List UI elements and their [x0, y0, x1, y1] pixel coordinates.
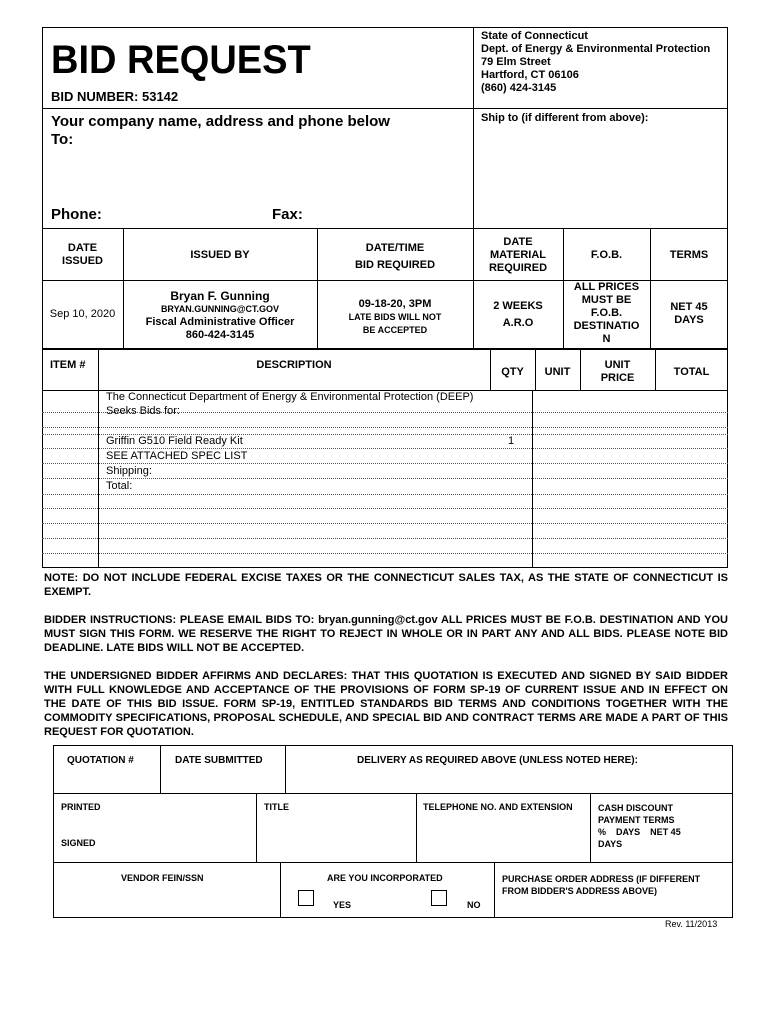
revision-note: Rev. 11/2013 — [665, 919, 718, 929]
item-line: SEE ATTACHED SPEC LIST — [106, 450, 248, 462]
fob-value: ALL PRICES MUST BE F.O.B. DESTINATIO N — [573, 281, 640, 345]
page-title: BID REQUEST — [51, 38, 311, 82]
header-date-issued: DATE ISSUED — [62, 242, 103, 267]
header-description: DESCRIPTION — [256, 359, 332, 371]
header-total: TOTAL — [673, 366, 710, 378]
terms-value: NET 45 DAYS — [670, 301, 708, 326]
phone-label: Phone: — [51, 206, 102, 223]
incorporated-label: ARE YOU INCORPORATED — [327, 873, 443, 883]
item-line: Shipping: — [106, 465, 152, 477]
header-item-number: ITEM # — [50, 359, 86, 371]
bid-required-value: 09-18-20, 3PM LATE BIDS WILL NOT BE ACCEPTED — [348, 298, 442, 335]
header-fob: F.O.B. — [590, 249, 623, 261]
no-label: NO — [467, 900, 481, 910]
item-line: Griffin G510 Field Ready Kit — [106, 435, 243, 447]
item-line: Total: — [106, 480, 133, 492]
header-unit: UNIT — [544, 366, 571, 378]
to-label: To: — [51, 131, 74, 148]
title-label: TITLE — [264, 802, 289, 812]
header-date-time: DATE/TIME BID REQUIRED — [354, 242, 436, 271]
company-prompt: Your company name, address and phone below — [51, 113, 390, 130]
ship-to-label: Ship to (if different from above): — [481, 112, 649, 124]
date-submitted-label: DATE SUBMITTED — [175, 755, 263, 766]
item-qty: 1 — [507, 435, 515, 447]
agency-address: State of Connecticut Dept. of Energy & Environmental Protection 79 Elm Street Hartford, CT 06106 (860) 424-3145 — [481, 30, 711, 94]
header-issued-by: ISSUED BY — [190, 249, 250, 261]
date-issued-value: Sep 10, 2020 — [49, 308, 116, 320]
quotation-number-label: QUOTATION # — [67, 755, 134, 766]
header-terms: TERMS — [669, 249, 709, 261]
vendor-fein-label: VENDOR FEIN/SSN — [121, 873, 204, 883]
affirmation: THE UNDERSIGNED BIDDER AFFIRMS AND DECLARES: THAT THIS QUOTATION IS EXECUTED AND SIGNED BY SAID BIDDER WITH FULL KNOWLEDGE AND ACCEPTANCE OF THE PROVISIONS OF FORM SP-19 OF CURRENT ISSUE AND IN EFFECT ON THE DATE OF THIS BID ISSUE. FORM SP-19, ENTITLED STANDARDS BID TERMS AND CONDITIONS TOGETHER WITH THE COMMODITY SPECIFICATIONS, PROPOSAL SCHEDULE, AND SPECIAL BID AND CONTRACT TERMS ARE MADE A PART OF THIS REQUEST FOR QUOTATION. — [44, 670, 728, 738]
issued-by-value: Bryan F. Gunning BRYAN.GUNNING@CT.GOV Fiscal Administrative Officer 860-424-3145 — [145, 289, 295, 341]
item-line: The Connecticut Department of Energy & Environmental Protection (DEEP) — [106, 391, 474, 403]
bidder-instructions: BIDDER INSTRUCTIONS: PLEASE EMAIL BIDS TO: bryan.gunning@ct.gov ALL PRICES MUST BE F.O.B. DESTINATION AND YOU MUST SIGN THIS FORM. WE RESERVE THE RIGHT TO REJECT IN WHOLE OR IN PART ANY AND ALL BIDS. PLEASE NOTE BID DEADLINE. LATE BIDS WILL NOT BE ACCEPTED. — [44, 614, 728, 654]
printed-label: PRINTED — [61, 802, 101, 812]
header-qty: QTY — [501, 366, 524, 378]
signed-label: SIGNED — [61, 838, 96, 848]
header-material-required: DATE MATERIAL REQUIRED — [488, 236, 548, 274]
bid-number: BID NUMBER: 53142 — [51, 89, 179, 104]
fax-label: Fax: — [272, 206, 303, 223]
item-line: Seeks Bids for: — [106, 405, 180, 417]
incorporated-no-checkbox[interactable] — [431, 890, 447, 906]
incorporated-yes-checkbox[interactable] — [298, 890, 314, 906]
cash-discount-label: CASH DISCOUNT PAYMENT TERMS % DAYS NET 45 DAYS — [598, 803, 681, 849]
yes-label: YES — [333, 900, 352, 910]
delivery-label: DELIVERY AS REQUIRED ABOVE (UNLESS NOTED HERE): — [357, 755, 638, 766]
material-required-value: 2 WEEKS A.R.O — [493, 300, 543, 329]
po-address-label: PURCHASE ORDER ADDRESS (IF DIFFERENT FROM BIDDER'S ADDRESS ABOVE) — [502, 874, 701, 896]
header-unit-price: UNIT PRICE — [600, 359, 635, 384]
tax-note: NOTE: DO NOT INCLUDE FEDERAL EXCISE TAXES OR THE CONNECTICUT SALES TAX, AS THE STATE OF CONNECTICUT IS EXEMPT. — [44, 572, 728, 598]
telephone-label: TELEPHONE NO. AND EXTENSION — [423, 802, 573, 812]
